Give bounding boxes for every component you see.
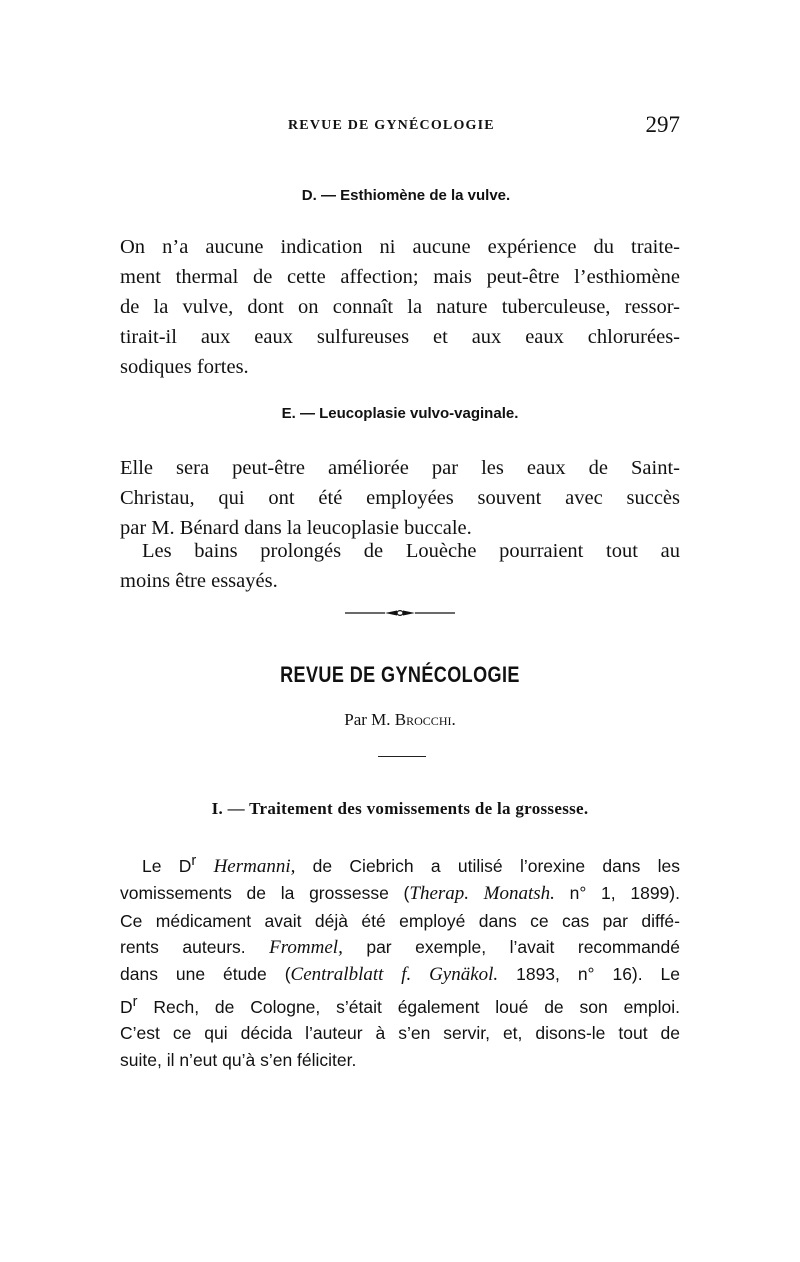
text-line: Christau, qui ont été employées souvent avec succès	[120, 487, 680, 509]
short-rule	[378, 756, 426, 757]
byline	[0, 710, 800, 730]
section-i-paragraph	[120, 848, 680, 1073]
text-run: de Ciebrich a utilisé l’orexine dans les	[295, 855, 681, 876]
text-line: Ce médicament avait déjà été employé dans ce cas par diffé-	[120, 910, 680, 931]
text-line: suite, il n’eut qu’à s’en féliciter.	[120, 1049, 357, 1070]
text-run: rents auteurs.	[120, 937, 270, 958]
section-d-heading: D. — Esthiomène de la vulve.	[301, 187, 511, 204]
ornament-divider-icon	[345, 608, 455, 618]
section-i-heading: I. — Traitement des vomissements de la grossesse.	[211, 799, 589, 818]
text-line	[120, 934, 680, 961]
byline-author: Brocchi.	[394, 710, 456, 729]
article-title: REVUE DE GYNÉCOLOGIE	[280, 662, 520, 687]
text-run: vomissements de la grossesse (	[120, 883, 410, 904]
running-header	[120, 112, 680, 142]
text-run: D	[120, 996, 133, 1017]
italic-citation: Centralblatt f. Gynäkol.	[290, 964, 499, 986]
italic-name: Frommel,	[269, 937, 343, 959]
text-line: Elle sera peut-être améliorée par les eaux de Saint-	[120, 457, 680, 479]
text-line: tirait-il aux eaux sulfureuses et aux eaux chlorurées-	[120, 326, 680, 348]
text-line: C’est ce qui décida l’auteur à s’en servir, et, disons-le tout de	[120, 1023, 680, 1044]
text-run: par exemple, l’avait recommandé	[342, 937, 680, 958]
text-line: ment thermal de cette affection; mais peut-être l’esthiomène	[120, 266, 680, 288]
byline-prefix: Par M.	[344, 710, 395, 729]
text-line	[120, 880, 680, 907]
superscript: r	[191, 853, 197, 869]
page-number: 297	[645, 112, 680, 137]
italic-name: Hermanni,	[213, 855, 296, 877]
text-line	[120, 961, 680, 988]
section-d-paragraph	[120, 232, 680, 382]
section-e-heading: E. — Leucoplasie vulvo-vaginale.	[281, 405, 519, 422]
text-line: On n’a aucune indication ni aucune expérience du traite-	[120, 236, 680, 258]
text-line: sodiques fortes.	[120, 356, 249, 378]
section-e-paragraph-2	[120, 536, 680, 596]
text-line: Les bains prolongés de Louèche pourraient tout au	[142, 540, 680, 562]
italic-citation: Therap. Monatsh.	[409, 883, 555, 905]
section-e-paragraph-1	[120, 453, 680, 543]
text-run	[196, 856, 213, 876]
text-run: Rech, de Cologne, s’était également loué de son emploi.	[137, 996, 680, 1017]
text-line: de la vulve, dont on connaît la nature tuberculeuse, ressor-	[120, 296, 680, 318]
running-title: REVUE DE GYNÉCOLOGIE	[288, 118, 495, 133]
text-line	[120, 989, 680, 1020]
text-run: 1893, n° 16). Le	[498, 964, 681, 985]
text-line: moins être essayés.	[120, 570, 278, 592]
text-run: n° 1, 1899).	[554, 883, 680, 904]
text-run: dans une étude (	[120, 964, 291, 985]
text-run: Le D	[142, 855, 192, 876]
text-line	[120, 848, 680, 880]
text-line: par M. Bénard dans la leucoplasie buccale.	[120, 517, 472, 539]
superscript: r	[132, 993, 138, 1010]
